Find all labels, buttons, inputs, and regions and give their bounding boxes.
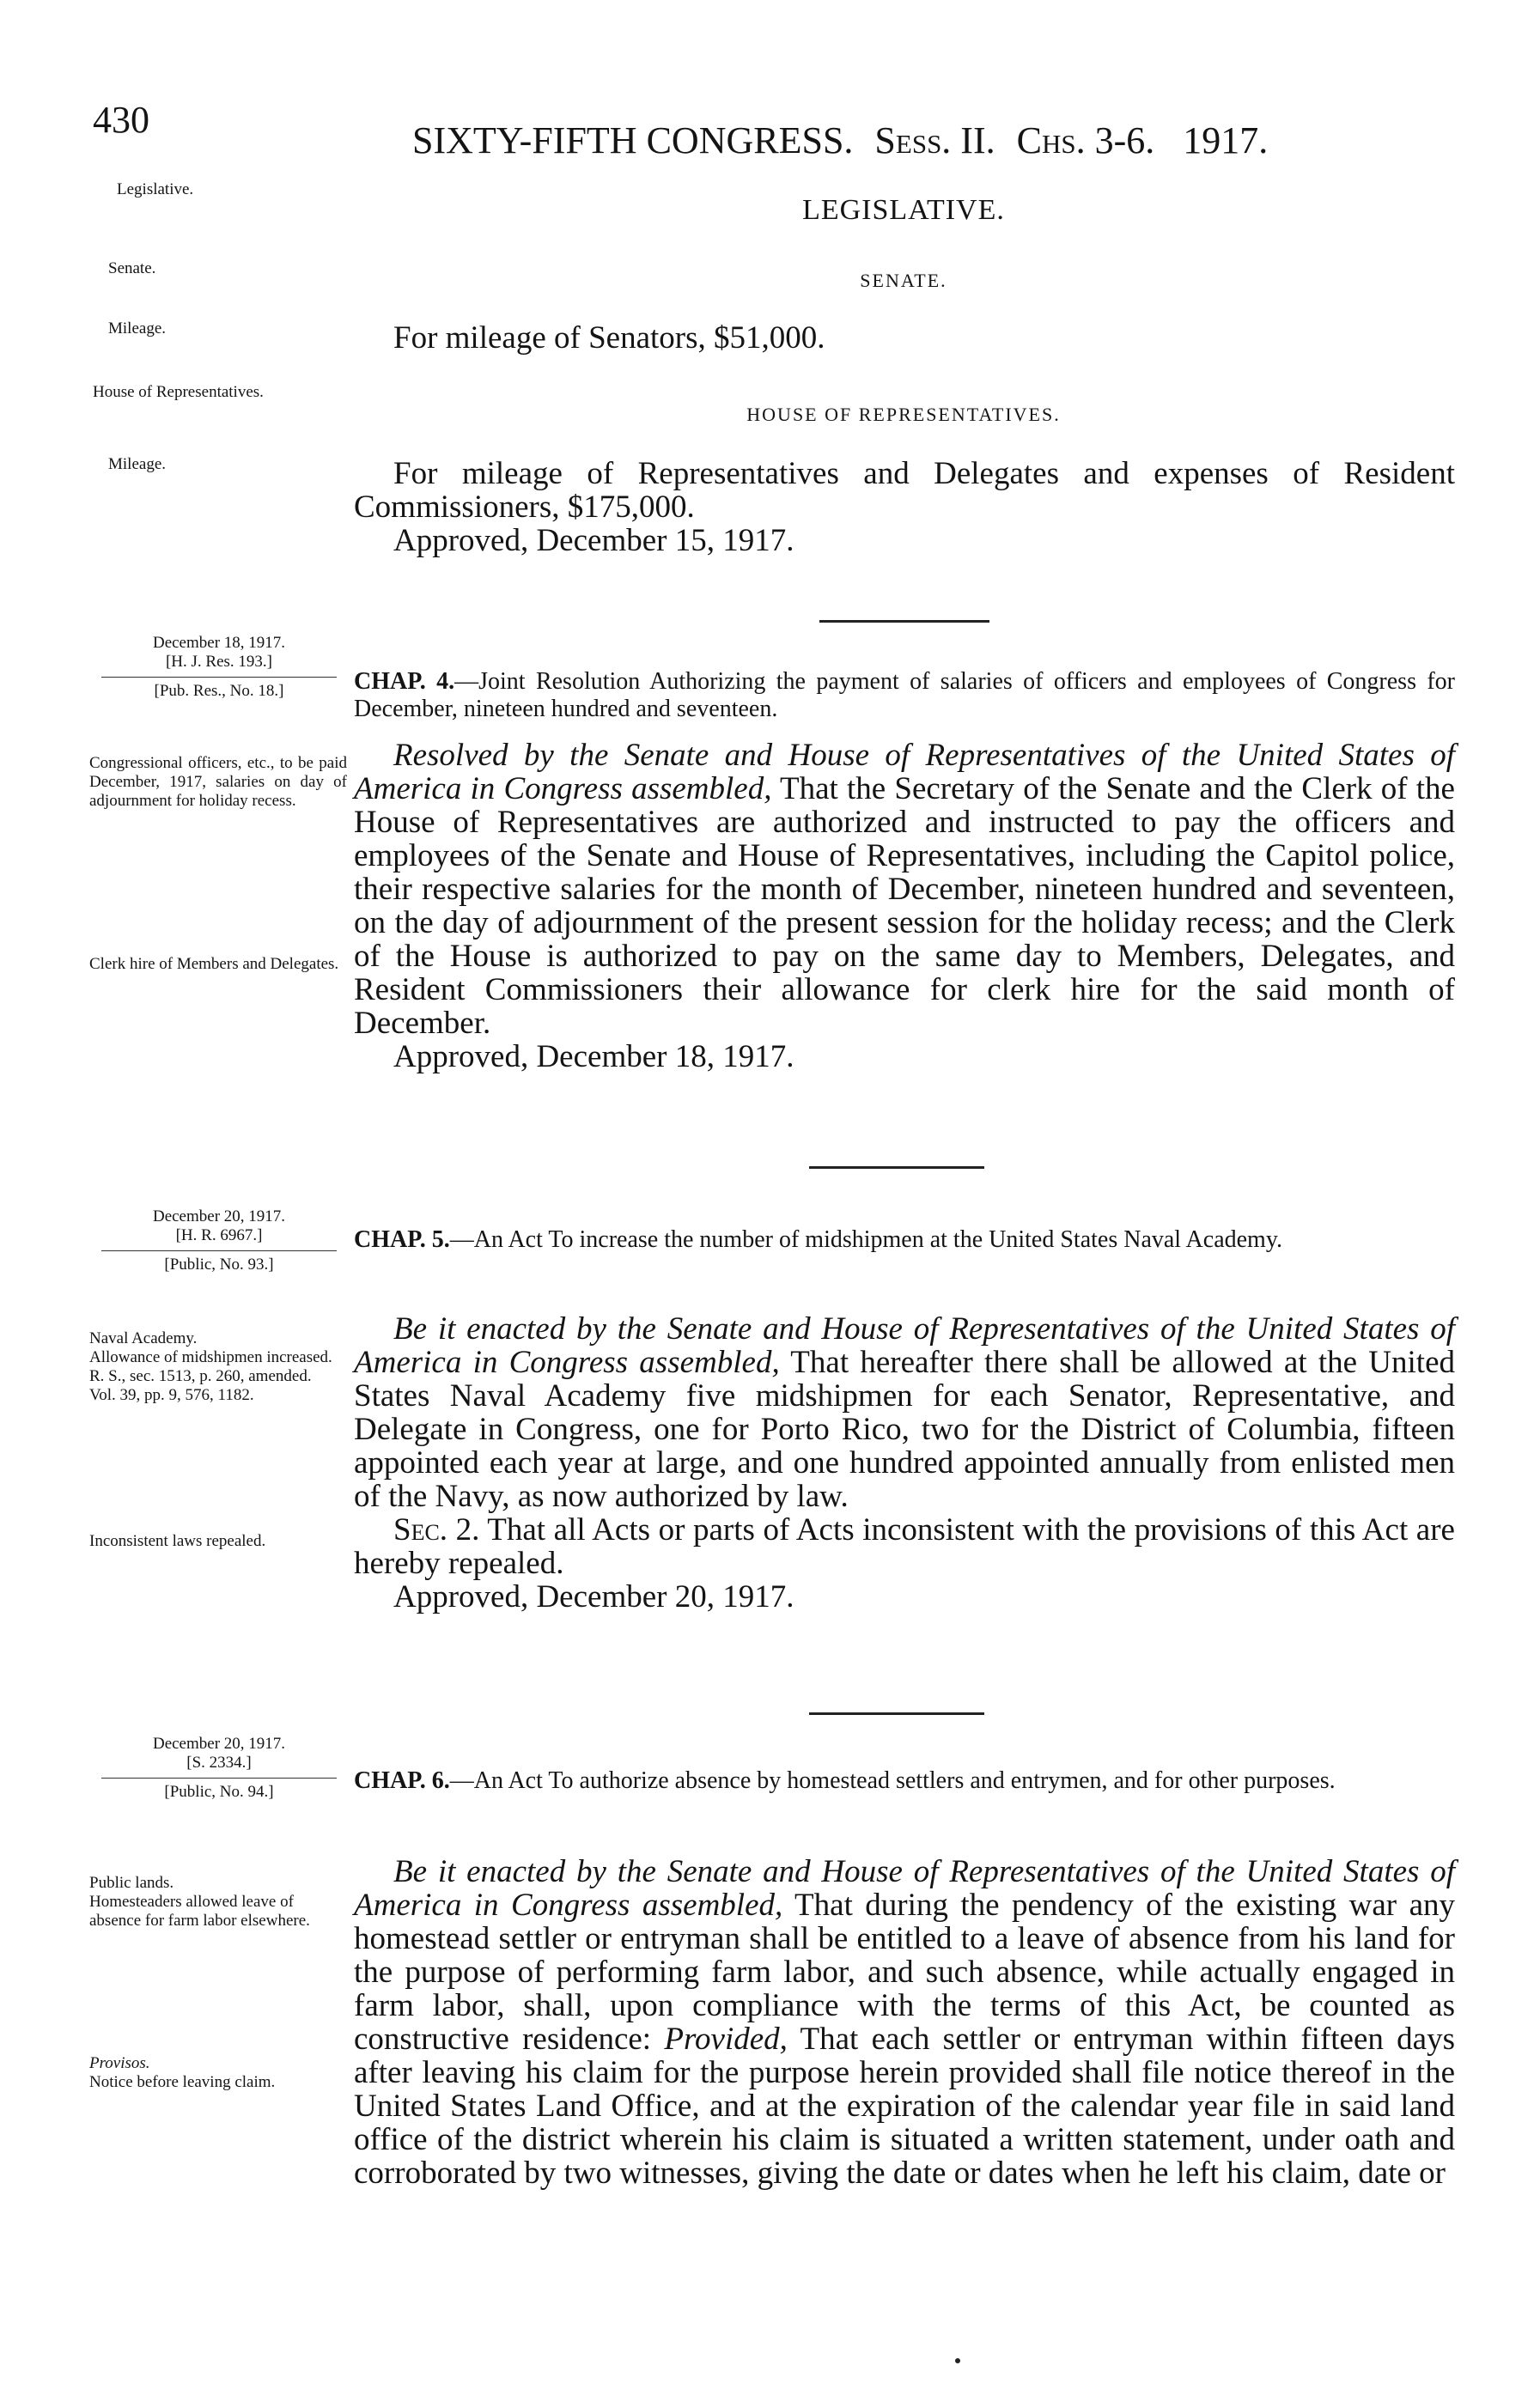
chap5-section-2 <box>354 1513 1455 1580</box>
chap5-body <box>354 1312 1455 1614</box>
year-label: 1917. <box>1183 119 1269 161</box>
chap5-margin-block <box>89 1329 347 1405</box>
chap6-date: December 20, 1917. <box>152 1735 286 1753</box>
chap4-resolution <box>354 739 1455 1040</box>
chap5-bill: [H. R. 6967.] <box>175 1226 263 1244</box>
margin-mileage-2: Mileage. <box>108 455 167 473</box>
chap6-text-2: That each settler or entryman within fifteen days after leaving his claim for the purpose herein provided shall file notice thereof in the United States Land Office, and at the expiration of the calendar year file in said land office of the district wherein his claim is situated a written statement, under oath and corroborated by two witnesses, giving the date or dates when he left his claim, date or <box>354 2022 1456 2191</box>
chap6-margin-block-1 <box>89 1874 347 1931</box>
legislative-approved: Approved, December 15, 1917. <box>393 523 794 558</box>
chap6-body <box>354 1855 1455 2190</box>
chap6-margin-block-2 <box>89 2054 347 2092</box>
chap4-title: —Joint Resolution Authorizing the payment of salaries of officers and employees of Congress for December, nineteen hundred and seventeen. <box>354 668 1455 722</box>
page-number: 430 <box>93 99 149 141</box>
chap5-margin-5: Inconsistent laws repealed. <box>89 1532 266 1550</box>
chap5-title: —An Act To increase the number of midshipmen at the United States Naval Academy. <box>449 1226 1283 1253</box>
margin-mileage-1: Mileage. <box>108 319 167 337</box>
house-heading: HOUSE OF REPRESENTATIVES. <box>746 404 1061 425</box>
chap6-pub: [Public, No. 94.] <box>164 1783 274 1801</box>
chap6-label: CHAP. 6. <box>354 1767 450 1794</box>
chap6-enactment <box>354 1855 1455 2190</box>
chap4-resolving-clause: Resolved by the Senate and House of Representatives of the United States of America in Congress assembled, <box>354 738 1455 806</box>
margin-senate: Senate. <box>108 259 156 277</box>
legislative-heading: LEGISLATIVE. <box>802 194 1005 226</box>
chap6-title: —An Act To authorize absence by homestead settlers and entrymen, and for other purposes. <box>449 1767 1336 1794</box>
chap4-text: That the Secretary of the Senate and the Clerk of the House of Representatives are authorized and instructed to pay the officers and employees of the Senate and House of Representatives, including the Capitol police, their respective salaries for the month of December, nineteen hundred and seventeen, on the day of adjournment of the present session for the holiday recess; and the Clerk of the House is authorized to pay on the same day to Members, Delegates, and Resident Commissioners their allowance for clerk hire for the said month of December. <box>354 771 1455 1041</box>
chap5-pub: [Public, No. 93.] <box>164 1256 274 1274</box>
senate-mileage-text: For mileage of Senators, $51,000. <box>393 320 825 356</box>
chap6-title-block <box>354 1767 1455 1795</box>
chap5-date: December 20, 1917. <box>152 1207 286 1225</box>
chap4-body <box>354 739 1455 1073</box>
chap6-enacting-clause: Be it enacted by the Senate and House of Representatives of the United States of America in Congress assembled, <box>354 1854 1455 1923</box>
chap4-title-block <box>354 668 1455 723</box>
chap5-enactment <box>354 1312 1455 1513</box>
chap5-enacting-clause: Be it enacted by the Senate and House of Representatives of the United States of America in Congress assembled, <box>354 1311 1455 1380</box>
chap4-margin-1: Congressional officers, etc., to be paid December, 1917, salaries on day of adjournment for holiday recess. <box>89 754 347 810</box>
chap5-margin-2: Allowance of midshipmen increased. <box>89 1348 332 1366</box>
section-rule-1 <box>819 620 989 623</box>
chap5-label: CHAP. 5. <box>354 1226 450 1253</box>
chap5-approved: Approved, December 20, 1917. <box>393 1579 794 1614</box>
chap4-date: December 18, 1917. <box>152 634 286 652</box>
chap6-margin-1: Public lands. <box>89 1874 174 1892</box>
chap5-margin-3: R. S., sec. 1513, p. 260, amended. <box>89 1367 312 1385</box>
house-mileage-text: For mileage of Representatives and Delegates and expenses of Resident Commissioners, $175,000. <box>354 456 1455 525</box>
chap5-margin-4: Vol. 39, pp. 9, 576, 1182. <box>89 1386 254 1404</box>
session-label: Sess. II. <box>874 119 995 161</box>
chap6-margin-2: Homesteaders allowed leave of absence for farm labor elsewhere. <box>89 1893 310 1930</box>
chap4-pub: [Pub. Res., No. 18.] <box>154 682 284 700</box>
chap4-margin-2: Clerk hire of Members and Delegates. <box>89 955 339 973</box>
chap4-sidebar-rule <box>101 677 337 678</box>
chap4-approved: Approved, December 18, 1917. <box>393 1039 794 1074</box>
chap4-sidebar <box>94 634 344 701</box>
chap4-bill: [H. J. Res. 193.] <box>165 653 273 671</box>
chap6-provided: Provided, <box>664 2022 788 2057</box>
chap5-text: That hereafter there shall be allowed at the United States Naval Academy five midshipmen for each Senator, Representative, and Delegate in Congress, one for Porto Rico, two for the District of Columbia, fifteen appointed each year at large, and one hundred appointed annually from enlisted men of the Navy, as now authorized by law. <box>354 1345 1456 1514</box>
chap5-margin-1: Naval Academy. <box>89 1329 198 1347</box>
section-rule-2 <box>809 1166 984 1169</box>
chap5-title-block <box>354 1226 1455 1254</box>
chap6-margin-4: Notice before leaving claim. <box>89 2073 276 2091</box>
margin-legislative: Legislative. <box>117 180 194 198</box>
chap5-sec2-label: Sec. 2. <box>393 1512 480 1548</box>
chap6-bill: [S. 2334.] <box>186 1754 252 1772</box>
chap5-sec2-text: That all Acts or parts of Acts inconsistent with the provisions of this Act are hereby repealed. <box>354 1512 1455 1581</box>
chap4-label: CHAP. 4. <box>354 668 455 695</box>
chap5-sidebar <box>94 1207 344 1274</box>
chap6-margin-3: Provisos. <box>89 2054 150 2072</box>
running-title <box>412 119 1269 161</box>
senate-heading: SENATE. <box>860 270 947 291</box>
section-rule-3 <box>809 1712 984 1715</box>
congress-title: SIXTY-FIFTH CONGRESS. <box>412 119 854 161</box>
chap6-sidebar <box>94 1735 344 1802</box>
chap6-text-1: That during the pendency of the existing war any homestead settler or entryman shall be entitled to a leave of absence from his land for the purpose of performing farm labor, and such absence, while actually engaged in farm labor, shall, upon compliance with the terms of this Act, be counted as constructive residence: <box>354 1888 1455 2057</box>
page-speck <box>955 2358 960 2363</box>
margin-house: House of Representatives. <box>93 383 264 401</box>
chap6-sidebar-rule <box>101 1778 337 1779</box>
chapters-label: Chs. 3-6. <box>1016 119 1155 161</box>
chap5-sidebar-rule <box>101 1250 337 1251</box>
house-mileage-block <box>354 457 1455 557</box>
